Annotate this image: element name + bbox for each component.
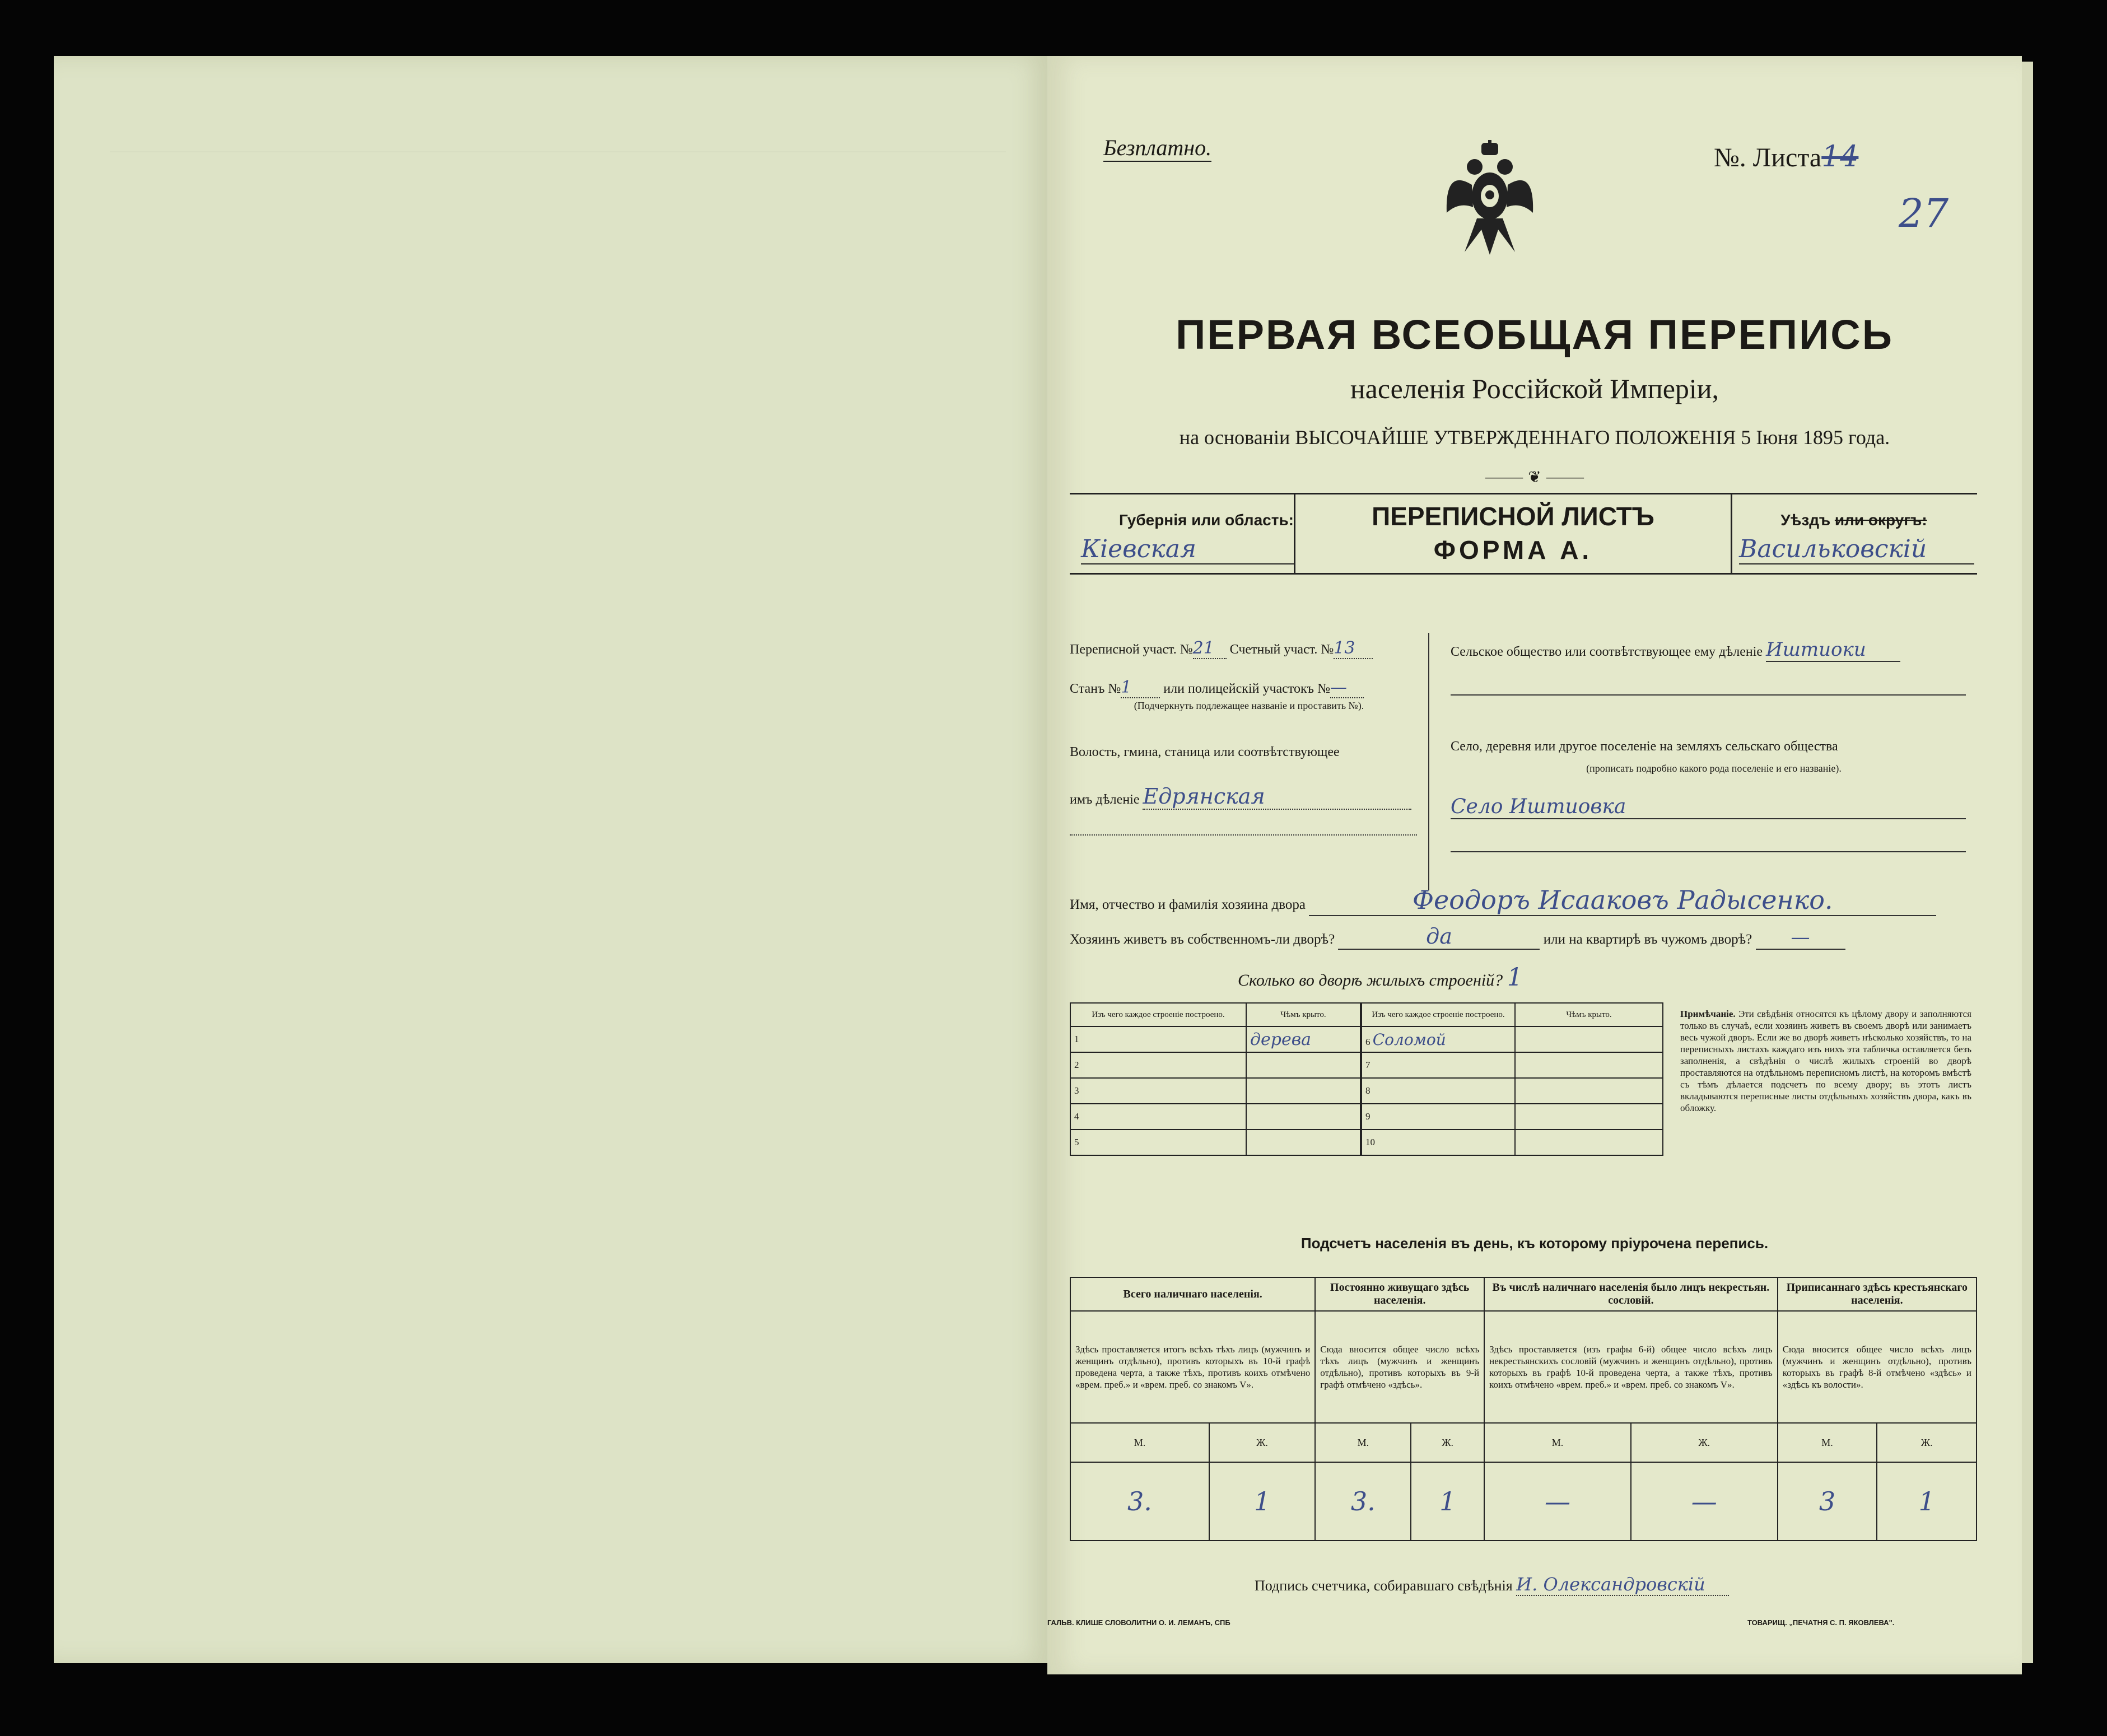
buildings-value: 1 <box>1507 963 1523 992</box>
column-divider <box>1428 633 1429 890</box>
volost-label: Волость, гмина, станица или соотвѣтствующее <box>1070 745 1340 759</box>
table-row <box>1362 1052 1663 1078</box>
stan-value: 1 <box>1121 678 1160 698</box>
blank-line <box>1451 694 1966 696</box>
printer-left: ГАЛЬВ. КЛИШЕ СЛОВОЛИТНИ О. И. ЛЕМАНЪ, СПБ <box>1047 1618 1230 1627</box>
table-row <box>1362 1104 1663 1130</box>
col-roof-header: Чѣмъ крыто. <box>1515 1003 1663 1026</box>
roof-cell <box>1246 1078 1360 1104</box>
row-number: 9 <box>1362 1104 1515 1130</box>
roof-cell <box>1515 1052 1663 1078</box>
free-label: Безплатно. <box>1103 134 1211 162</box>
society-value: Иштиоки <box>1766 638 1900 662</box>
count-title: Подсчетъ населенія въ день, къ которому пріурочена перепись. <box>1300 1235 1769 1252</box>
male-header: М. <box>1778 1423 1877 1462</box>
own-yard-label: Хозяинъ живетъ въ собственномъ-ли дворѣ? <box>1070 932 1335 947</box>
signature-value: И. Олександровскій <box>1516 1574 1729 1596</box>
roof-cell <box>1246 1052 1360 1078</box>
buildings-table-left <box>1070 1002 1361 1156</box>
village-note: (прописать подробно какого рода поселеніе и его названіе). <box>1586 763 1842 774</box>
form-subtitle: населенія Россійской Имперіи, <box>1350 373 1719 404</box>
society-line <box>1451 638 1977 662</box>
table-row <box>1070 1026 1360 1052</box>
uezd-crossed: или округъ: <box>1834 511 1927 529</box>
uezd-label <box>1736 511 1971 529</box>
row-number: 5 <box>1070 1130 1246 1155</box>
row-number: 10 <box>1362 1130 1515 1155</box>
rented-label: или на квартирѣ въ чужомъ дворѣ? <box>1543 932 1752 947</box>
roof-cell <box>1515 1130 1663 1155</box>
sheet-number <box>1714 140 1858 174</box>
bleed-through-lines <box>110 151 1006 354</box>
male-count: — <box>1484 1462 1631 1541</box>
census-form-page <box>1047 56 2022 1674</box>
roof-cell <box>1515 1026 1663 1052</box>
row-number: 6 <box>1365 1036 1371 1047</box>
blank-line <box>1451 851 1966 852</box>
count-head-nonpeasant: Въ числѣ наличнаго населенія было лицъ некрестьян. сословій. <box>1484 1277 1778 1311</box>
row-number: 2 <box>1070 1052 1246 1078</box>
table-row <box>1070 1130 1360 1155</box>
ornament-divider: ⸻ ❦ ⸻ <box>1484 468 1585 486</box>
roof-cell <box>1515 1078 1663 1104</box>
census-district-value: 21 <box>1193 638 1227 659</box>
society-label: Сельское общество или соотвѣтствующее ему дѣленіе <box>1451 645 1763 659</box>
header-box <box>1070 493 1977 575</box>
imperial-eagle-icon <box>1442 140 1537 258</box>
female-count: 1 <box>1411 1462 1484 1541</box>
volost-line <box>1070 784 1428 810</box>
table-row <box>1362 1130 1663 1155</box>
blank-line <box>1070 834 1417 836</box>
count-table <box>1070 1277 1977 1541</box>
sheet-number-hand: 27 <box>1899 190 1949 236</box>
volost-value: Едрянская <box>1143 784 1411 810</box>
row-number: 3 <box>1070 1078 1246 1104</box>
col-roof-header: Чѣмъ крыто. <box>1246 1003 1360 1026</box>
buildings-line <box>1238 963 1523 992</box>
male-count: 3 <box>1778 1462 1877 1541</box>
roof-cell <box>1246 1104 1360 1130</box>
col-built-header: Изъ чего каждое строеніе построено. <box>1362 1003 1515 1026</box>
village-label: Село, деревня или другое поселеніе на земляхъ сельскаго общества <box>1451 739 1838 754</box>
table-row <box>1070 1052 1360 1078</box>
stan-label: Станъ № <box>1070 682 1121 696</box>
village-value: Село Иштиовка <box>1451 795 1966 819</box>
row-number: 1 <box>1074 1034 1079 1044</box>
buildings-label: Сколько во дворѣ жилыхъ строеній? <box>1238 971 1503 990</box>
sheet-number-crossed: 14 <box>1821 140 1859 174</box>
male-count: 3. <box>1315 1462 1411 1541</box>
volost-label-2: имъ дѣленіе <box>1070 792 1140 807</box>
female-count: 1 <box>1209 1462 1315 1541</box>
table-row <box>1070 1104 1360 1130</box>
female-count: 1 <box>1877 1462 1977 1541</box>
table-row <box>1070 1078 1360 1104</box>
police-value: — <box>1330 678 1364 698</box>
male-count: 3. <box>1070 1462 1209 1541</box>
buildings-table-right <box>1361 1002 1663 1156</box>
count-head-registered: Приписаннаго здѣсь крестьянскаго населенія. <box>1778 1277 1977 1311</box>
province-label: Губернія или область: <box>1118 511 1294 529</box>
count-desc: Здѣсь проставляется (изъ графы 6-й) общее число всѣхъ лицъ некрестьянскихъ сословій (мужчинъ и женщинъ отдѣльно), противъ которыхъ въ графѣ 10-й проведена черта, а также тѣхъ, противъ коихъ отмѣчено «врем. преб.» и «врем. преб. со знакомъ V». <box>1484 1311 1778 1423</box>
form-a-title: ФОРМА А. <box>1433 535 1593 564</box>
signature-label: Подпись счетчика, собиравшаго свѣдѣнія <box>1255 1578 1513 1594</box>
owner-line <box>1070 885 2011 916</box>
row-number: 4 <box>1070 1104 1246 1130</box>
note-title: Примѣчаніе. <box>1680 1009 1736 1019</box>
female-header: Ж. <box>1411 1423 1484 1462</box>
note-text: Эти свѣдѣнія относятся къ цѣлому двору и заполняются только въ случаѣ, если хозяинъ живетъ въ своемъ дворѣ или занимаетъ весь чужой дворъ. Если же во дворѣ живетъ нѣсколько хозяйствъ, то на переписныхъ листахъ каждаго изъ нихъ эта табличка оставляется безъ заполненія, а свѣдѣнія о числѣ жилыхъ строеній во дворѣ проставляются на отдѣльномъ переписномъ листѣ, на которомъ вмѣстѣ съ тѣмъ дѣлается подсчетъ по всему двору; въ этотъ листъ вкладываются переписные листы отдѣльныхъ хозяйствъ двора, какъ въ обложку. <box>1680 1009 1972 1113</box>
count-head-permanent: Постоянно живущаго здѣсь населенія. <box>1315 1277 1484 1311</box>
residence-line <box>1070 924 2011 950</box>
signature-line <box>1255 1574 1983 1596</box>
left-page <box>54 56 1051 1663</box>
district-line <box>1070 638 1428 659</box>
sheet-number-label: №. Листа <box>1714 143 1822 172</box>
uezd-value: Васильковскій <box>1739 535 1974 564</box>
roof-cell <box>1246 1130 1360 1155</box>
roof-cell <box>1515 1104 1663 1130</box>
male-header: М. <box>1315 1423 1411 1462</box>
province-value: Кіевская <box>1081 535 1294 564</box>
stan-note: (Подчеркнуть подлежащее названіе и проставить №). <box>1134 700 1364 711</box>
male-header: М. <box>1484 1423 1631 1462</box>
own-yard-value: да <box>1338 924 1540 950</box>
female-count: — <box>1631 1462 1778 1541</box>
police-label: или полицейскій участокъ № <box>1163 682 1330 696</box>
row-number: 7 <box>1362 1052 1515 1078</box>
stan-line <box>1070 678 1428 698</box>
built-cell: Соломой <box>1372 1030 1446 1049</box>
col-built-header: Изъ чего каждое строеніе построено. <box>1070 1003 1246 1026</box>
form-sheet-title: ПЕРЕПИСНОЙ ЛИСТЪ <box>1372 502 1654 531</box>
table-row <box>1362 1078 1663 1104</box>
count-district-value: 13 <box>1334 638 1373 659</box>
owner-value: Феодоръ Исааковъ Радысенко. <box>1309 885 1936 916</box>
roof-cell: дерева <box>1246 1026 1360 1052</box>
count-district-label: Счетный участ. № <box>1229 642 1334 657</box>
count-desc: Сюда вносится общее число всѣхъ тѣхъ лицъ (мужчинъ и женщинъ отдѣльно), противъ которыхъ въ 9-й графѣ отмѣчено «здѣсь». <box>1315 1311 1484 1423</box>
female-header: Ж. <box>1209 1423 1315 1462</box>
table-row <box>1362 1026 1663 1052</box>
female-header: Ж. <box>1877 1423 1977 1462</box>
form-basis: на основаніи ВЫСОЧАЙШЕ УТВЕРЖДЕННАГО ПОЛОЖЕНІЯ 5 Іюня 1895 года. <box>1179 426 1890 449</box>
count-desc: Сюда вносится общее число всѣхъ лицъ (мужчинъ и женщинъ отдѣльно), противъ которыхъ въ графѣ 8-й отмѣчено «здѣсь» и «здѣсь къ волости». <box>1778 1311 1977 1423</box>
owner-label: Имя, отчество и фамилія хозяина двора <box>1070 897 1306 912</box>
census-district-label: Переписной участ. № <box>1070 642 1193 657</box>
uezd-label-text: Уѣздъ <box>1780 511 1831 529</box>
row-number: 8 <box>1362 1078 1515 1104</box>
male-header: М. <box>1070 1423 1209 1462</box>
buildings-note <box>1680 1008 1971 1114</box>
female-header: Ж. <box>1631 1423 1778 1462</box>
printer-right: ТОВАРИЩ. „ПЕЧАТНЯ С. П. ЯКОВЛЕВА". <box>1747 1618 1895 1627</box>
count-head-total: Всего наличнаго населенія. <box>1070 1277 1315 1311</box>
rented-value: — <box>1756 926 1845 950</box>
form-title: ПЕРВАЯ ВСЕОБЩАЯ ПЕРЕПИСЬ <box>1176 311 1894 358</box>
count-desc: Здѣсь проставляется итогъ всѣхъ тѣхъ лицъ (мужчинъ и женщинъ отдѣльно), противъ которыхъ въ 10-й графѣ проведена черта, а также тѣхъ, противъ коихъ отмѣчено «врем. преб.» и «врем. преб. со знакомъ V». <box>1070 1311 1315 1423</box>
